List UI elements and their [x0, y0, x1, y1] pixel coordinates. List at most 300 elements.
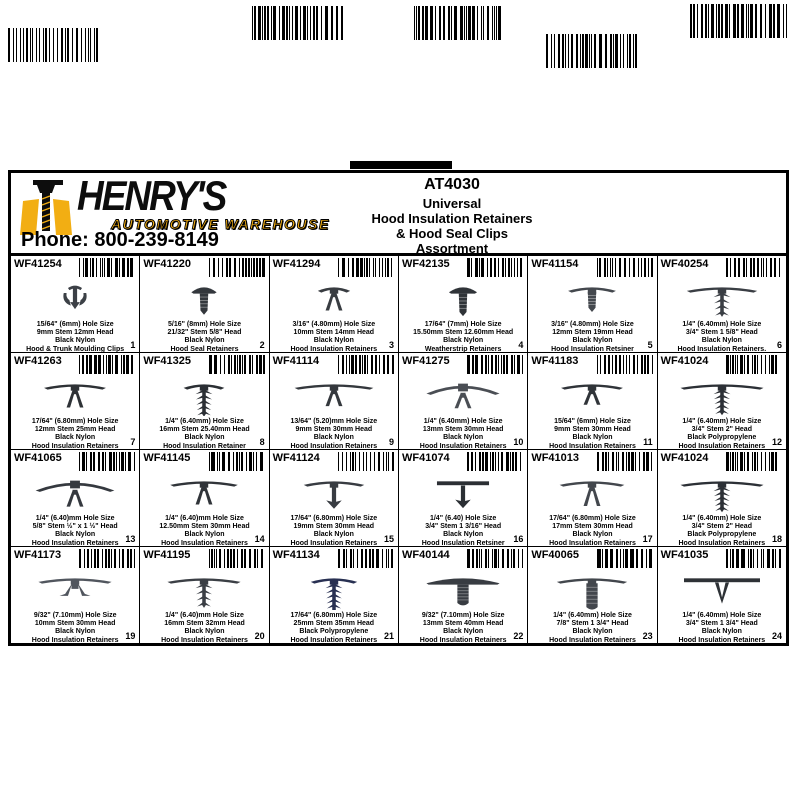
cell-number: 20 — [254, 631, 265, 641]
cell-number: 18 — [771, 534, 782, 544]
assortment-board — [8, 170, 789, 646]
description-line: Hood Insulation Retainers — [419, 636, 507, 643]
clip-icon — [12, 281, 138, 319]
board-header — [11, 173, 786, 256]
clip-icon — [141, 378, 267, 416]
cell-top-row — [658, 353, 786, 377]
product-description — [140, 320, 268, 352]
assortment-title — [307, 176, 597, 256]
description-line: Black Nylon — [701, 337, 742, 345]
barcode — [597, 452, 654, 471]
title-line-3: & Hood Seal Clips — [396, 226, 508, 241]
clip-icon — [529, 475, 655, 513]
product-description — [658, 514, 786, 546]
description-line: Black Nylon — [443, 628, 484, 636]
description-line: 12.50mm Stem 30mm Head — [159, 523, 250, 531]
description-line: 1/4" (6.40mm) Hole Size — [682, 418, 762, 425]
barcode — [79, 549, 136, 568]
part-number: WF41035 — [660, 549, 709, 561]
clip-photo — [658, 280, 786, 320]
part-number: WF41114 — [272, 355, 320, 367]
product-description — [658, 611, 786, 643]
cell-top-row — [11, 547, 139, 571]
description-line: Hood Insulation Retsiner — [421, 539, 505, 546]
clip-photo — [140, 571, 268, 611]
product-cell — [528, 547, 656, 643]
product-description — [270, 320, 398, 352]
cell-number: 11 — [643, 437, 653, 447]
barcode — [79, 452, 136, 471]
cell-number: 14 — [254, 534, 265, 544]
cell-top-row — [140, 256, 268, 280]
description-line: 16mm Stem 32mm Head — [164, 620, 245, 628]
barcode — [597, 549, 654, 568]
clip-photo — [399, 377, 527, 417]
description-line: Hood Insulation Retainers — [549, 442, 636, 449]
cell-number: 2 — [259, 340, 265, 350]
description-line: 3/16" (4.80mm) Hole Size — [551, 321, 634, 328]
clip-photo — [399, 280, 527, 320]
description-line: 1/4" (6.40)mm Hole Size — [165, 515, 244, 522]
clip-icon — [529, 378, 655, 416]
product-description — [270, 417, 398, 449]
description-line: Black Nylon — [55, 434, 96, 442]
clip-photo — [528, 571, 656, 611]
cell-top-row — [270, 547, 398, 571]
barcode-sticker — [8, 28, 100, 62]
description-line: 17/64" (6.80mm) Hole Size — [290, 515, 378, 522]
cell-top-row — [658, 547, 786, 571]
barcode — [726, 549, 783, 568]
product-cell — [11, 256, 139, 352]
cell-top-row — [270, 353, 398, 377]
description-line: Black Nylon — [55, 628, 96, 636]
product-description — [528, 611, 656, 643]
part-number: WF41263 — [14, 355, 62, 367]
clip-photo — [11, 474, 139, 514]
description-line: 10mm Stem 30mm Head — [34, 620, 116, 628]
barcode — [726, 258, 783, 277]
cell-number: 19 — [125, 631, 136, 641]
description-line: Hood Insulation Retainers — [678, 636, 766, 643]
description-line: Hood Insulation Retainers — [290, 345, 378, 352]
cell-top-row — [399, 547, 527, 571]
description-line: 9/32" (7.10mm) Hole Size — [33, 612, 117, 619]
product-cell — [658, 353, 786, 449]
description-line: Hood Insulation Retainers — [31, 636, 119, 643]
cell-top-row — [528, 353, 656, 377]
product-description — [11, 417, 139, 449]
description-line: Hood Insulation Retsiner — [551, 345, 634, 352]
description-line: Hood Insulation Retainers — [290, 539, 378, 546]
product-cell — [11, 450, 139, 546]
product-description — [270, 611, 398, 643]
description-line: Black Nylon — [55, 337, 96, 345]
product-description — [270, 514, 398, 546]
description-line: 1/4" (6.40mm) Hole Size — [553, 612, 632, 619]
description-line: 17/64" (6.80mm) Hole Size — [31, 418, 119, 425]
product-description — [399, 417, 527, 449]
description-line: Black Nylon — [184, 531, 225, 539]
product-description — [11, 611, 139, 643]
cell-number: 12 — [771, 437, 782, 447]
clip-photo — [399, 571, 527, 611]
clip-icon — [141, 572, 267, 610]
clip-icon — [529, 572, 655, 610]
part-number: WF41124 — [272, 452, 320, 464]
clip-photo — [140, 474, 268, 514]
barcode — [209, 355, 266, 374]
cell-top-row — [399, 450, 527, 474]
cell-number: 13 — [125, 534, 136, 544]
cell-number: 7 — [130, 437, 136, 447]
cell-top-row — [270, 450, 398, 474]
cell-number: 10 — [513, 437, 524, 447]
clip-photo — [658, 571, 786, 611]
product-description — [11, 514, 139, 546]
product-cell — [528, 256, 656, 352]
part-number: WF40254 — [660, 258, 709, 270]
clip-icon — [141, 281, 267, 319]
description-line: Black Nylon — [701, 628, 742, 636]
description-line: Weatherstrip Retainers — [424, 345, 502, 352]
cell-top-row — [528, 256, 656, 280]
product-description — [658, 320, 786, 352]
description-line: 15/64" (6mm) Hole Size — [554, 418, 631, 425]
description-line: 21/32" Stem 5/8" Head — [167, 329, 242, 337]
description-line: Hood & Trunk Moulding Clips — [26, 345, 125, 352]
barcode — [338, 258, 395, 277]
clip-photo — [140, 377, 268, 417]
product-description — [528, 514, 656, 546]
part-number: WF41294 — [272, 258, 321, 270]
barcode — [467, 258, 524, 277]
barcode-fragment — [350, 161, 452, 169]
product-description — [140, 514, 268, 546]
description-line: 5/16" (8mm) Hole Size — [168, 321, 241, 328]
description-line: 1/4" (6.40mm) Hole Size — [423, 418, 503, 425]
description-line: Black Nylon — [572, 531, 613, 539]
clip-icon — [659, 378, 785, 416]
description-line: 17/64" (6.80mm) Hole Size — [290, 612, 378, 619]
cell-top-row — [270, 256, 398, 280]
description-line: Black Nylon — [313, 337, 354, 345]
clip-photo — [270, 571, 398, 611]
barcode — [726, 452, 783, 471]
title-line-1: Universal — [422, 196, 482, 211]
part-number: WF41024 — [660, 355, 709, 367]
description-line: 17mm Stem 30mm Head — [552, 523, 633, 531]
clip-icon — [12, 378, 138, 416]
description-line: 12mm Stem 25mm Head — [34, 426, 116, 434]
description-line: 9mm Stem 30mm Head — [554, 426, 631, 434]
product-cell — [528, 450, 656, 546]
clip-icon — [12, 475, 138, 513]
cell-top-row — [658, 256, 786, 280]
clip-icon — [659, 572, 785, 610]
description-line: 1/4" (6.40mm) Hole Size — [682, 321, 762, 328]
cell-top-row — [11, 256, 139, 280]
part-number: WF41074 — [401, 452, 450, 464]
product-cell — [140, 256, 268, 352]
title-line-2: Hood Insulation Retainers — [371, 211, 533, 226]
description-line: 12mm Stem 19mm Head — [552, 329, 633, 337]
description-line: Hood Insulation Retainers — [31, 539, 119, 546]
product-cell — [270, 353, 398, 449]
cell-number: 23 — [642, 631, 653, 641]
part-number: WF40065 — [531, 549, 580, 561]
description-line: Hood Insulation Retainer — [163, 442, 246, 449]
product-description — [658, 417, 786, 449]
product-cell — [399, 256, 527, 352]
clip-icon — [271, 572, 397, 610]
clip-photo — [658, 474, 786, 514]
cell-top-row — [528, 547, 656, 571]
clip-photo — [658, 377, 786, 417]
barcode — [209, 549, 266, 568]
clip-photo — [399, 474, 527, 514]
part-number: WF41154 — [531, 258, 579, 270]
product-description — [140, 417, 268, 449]
clip-icon — [271, 475, 397, 513]
description-line: Black Polypropylene — [687, 531, 757, 539]
cell-top-row — [528, 450, 656, 474]
description-line: Black Polypropylene — [299, 628, 369, 636]
part-number: WF41173 — [14, 549, 62, 561]
product-description — [140, 611, 268, 643]
description-line: 25mm Stem 35mm Head — [293, 620, 375, 628]
description-line: 19mm Stem 30mm Head — [293, 523, 375, 531]
barcode — [79, 258, 136, 277]
description-line: Black Nylon — [184, 337, 225, 345]
barcode — [467, 549, 524, 568]
cell-number: 5 — [647, 340, 653, 350]
description-line: 9mm Stem 30mm Head — [295, 426, 373, 434]
description-line: Black Nylon — [184, 628, 225, 636]
part-number: WF41183 — [531, 355, 579, 367]
part-number: WF41134 — [272, 549, 320, 561]
description-line: Hood Insulation Retainers — [678, 539, 766, 546]
part-number: WF41325 — [143, 355, 192, 367]
description-line: Black Nylon — [572, 434, 613, 442]
description-line: Hood Insulation Retainers — [31, 442, 119, 449]
clip-icon — [400, 378, 526, 416]
product-cell — [140, 547, 268, 643]
cell-top-row — [399, 256, 527, 280]
description-line: 1/4" (6.40mm) Hole Size — [165, 418, 244, 425]
cell-number: 3 — [388, 340, 394, 350]
cell-number: 4 — [518, 340, 524, 350]
cell-top-row — [11, 353, 139, 377]
barcode-sticker — [546, 34, 638, 68]
barcode — [467, 355, 524, 374]
description-line: 13mm Stem 30mm Head — [422, 426, 504, 434]
product-cell — [658, 450, 786, 546]
part-number: WF42135 — [401, 258, 450, 270]
clip-photo — [11, 280, 139, 320]
part-number: WF41024 — [660, 452, 709, 464]
barcode-sticker — [252, 6, 344, 40]
cell-number: 16 — [513, 534, 524, 544]
description-line: 3/16" (4.80mm) Hole Size — [292, 321, 376, 328]
description-line: 15/64" (6mm) Hole Size — [36, 321, 114, 328]
cell-number: 9 — [388, 437, 394, 447]
part-number: WF41065 — [14, 452, 62, 464]
description-line: Black Nylon — [184, 434, 225, 442]
barcode — [467, 452, 524, 471]
description-line: Black Nylon — [313, 531, 354, 539]
barcode — [209, 258, 266, 277]
product-description — [11, 320, 139, 352]
cell-number: 21 — [383, 631, 394, 641]
clip-photo — [528, 377, 656, 417]
compartment-grid — [11, 256, 786, 643]
description-line: Hood Insulation Retainers — [678, 442, 766, 449]
description-line: 10mm Stem 14mm Head — [293, 329, 375, 337]
clip-photo — [528, 280, 656, 320]
barcode — [338, 452, 395, 471]
description-line: Hood Insulation Retainers — [419, 442, 507, 449]
clip-icon — [659, 475, 785, 513]
clip-icon — [400, 475, 526, 513]
product-cell — [11, 353, 139, 449]
part-number: WF41013 — [531, 452, 580, 464]
barcode-sticker — [690, 4, 788, 38]
cell-number: 1 — [130, 340, 136, 350]
cell-top-row — [399, 353, 527, 377]
product-description — [399, 320, 527, 352]
product-description — [399, 514, 527, 546]
product-cell — [399, 547, 527, 643]
description-line: 15.50mm Stem 12.60mm Head — [413, 329, 514, 337]
description-line: Hood Insulation Retainers. — [677, 345, 767, 352]
description-line: 1/4" (6.40mm) Hole Size — [682, 612, 762, 619]
part-number: WF41195 — [143, 549, 191, 561]
brand-tagline: AUTOMOTIVE WAREHOUSE — [111, 216, 330, 232]
barcode — [338, 355, 395, 374]
description-line: Hood Insulation Retainers — [549, 636, 636, 643]
product-cell — [140, 450, 268, 546]
description-line: Black Polypropylene — [687, 434, 757, 442]
description-line: 3/4" Stem 1 5/8" Head — [685, 329, 758, 337]
product-description — [399, 611, 527, 643]
description-line: 7/8" Stem 1 3/4" Head — [556, 620, 629, 628]
part-number: WF41275 — [401, 355, 450, 367]
description-line: Black Nylon — [313, 434, 354, 442]
description-line: Black Nylon — [572, 628, 613, 636]
cell-number: 22 — [513, 631, 524, 641]
description-line: 1/4" (6.40mm) Hole Size — [682, 515, 762, 522]
clip-icon — [141, 475, 267, 513]
clip-icon — [400, 281, 526, 319]
barcode — [597, 355, 654, 374]
description-line: Black Nylon — [443, 531, 484, 539]
clip-photo — [270, 280, 398, 320]
barcode — [726, 355, 783, 374]
description-line: 9mm Stem 12mm Head — [36, 329, 114, 337]
description-line: 1/4" (6.40)mm Hole Size — [165, 612, 244, 619]
brand-name: HENRY'S — [77, 173, 226, 219]
cell-number: 17 — [642, 534, 653, 544]
product-cell — [399, 450, 527, 546]
description-line: Hood Insulation Retainers — [290, 442, 378, 449]
description-line: 13mm Stem 40mm Head — [422, 620, 504, 628]
description-line: Black Nylon — [443, 434, 484, 442]
phone-number: Phone: 800-239-8149 — [21, 229, 219, 251]
description-line: 17/64" (6.80mm) Hole Size — [549, 515, 636, 522]
description-line: Hood Insulation Retainers — [161, 636, 248, 643]
description-line: 9/32" (7.10mm) Hole Size — [421, 612, 505, 619]
clip-photo — [11, 377, 139, 417]
description-line: Hood Insulation Retainers — [161, 539, 248, 546]
cell-number: 6 — [776, 340, 782, 350]
clip-icon — [271, 378, 397, 416]
cell-top-row — [658, 450, 786, 474]
clip-photo — [11, 571, 139, 611]
description-line: Black Nylon — [443, 337, 484, 345]
description-line: 1/4" (6.40)mm Hole Size — [35, 515, 115, 522]
product-cell — [270, 547, 398, 643]
part-number: WF41254 — [14, 258, 62, 270]
clip-photo — [140, 280, 268, 320]
cell-number: 24 — [771, 631, 782, 641]
product-description — [528, 417, 656, 449]
cell-number: 8 — [259, 437, 265, 447]
part-number: WF41145 — [143, 452, 191, 464]
barcode — [597, 258, 654, 277]
description-line: 1/4" (6.40) Hole Size — [429, 515, 497, 522]
product-cell — [270, 256, 398, 352]
clip-icon — [400, 572, 526, 610]
description-line: 3/4" Stem 2" Head — [691, 523, 752, 531]
clip-icon — [12, 572, 138, 610]
description-line: 3/4" Stem 1 3/4" Head — [685, 620, 758, 628]
product-cell — [528, 353, 656, 449]
product-cell — [11, 547, 139, 643]
clip-icon — [529, 281, 655, 319]
part-number: WF41220 — [143, 258, 192, 270]
clip-icon — [659, 281, 785, 319]
product-cell — [399, 353, 527, 449]
description-line: 3/4" Stem 1 3/16" Head — [425, 523, 502, 531]
description-line: Black Nylon — [572, 337, 613, 345]
barcode — [209, 452, 266, 471]
product-cell — [658, 547, 786, 643]
product-cell — [140, 353, 268, 449]
clip-photo — [528, 474, 656, 514]
description-line: Hood Seal Retainers — [170, 345, 239, 352]
clip-icon — [271, 281, 397, 319]
product-cell — [658, 256, 786, 352]
description-line: 13/64" (5.20)mm Hole Size — [290, 418, 378, 425]
description-line: 3/4" Stem 2" Head — [691, 426, 752, 434]
description-line: Hood Insulation Retainers — [549, 539, 636, 546]
description-line: 5/8" Stem ½" x 1 ½" Head — [32, 523, 118, 531]
description-line: Black Nylon — [55, 531, 96, 539]
cell-top-row — [140, 353, 268, 377]
cell-number: 15 — [383, 534, 394, 544]
product-description — [528, 320, 656, 352]
description-line: 17/64" (7mm) Hole Size — [424, 321, 502, 328]
title-line-4: Assortment — [415, 241, 489, 256]
assortment-number: AT4030 — [424, 176, 480, 193]
barcode — [79, 355, 136, 374]
part-number: WF40144 — [401, 549, 450, 561]
cell-top-row — [140, 547, 268, 571]
barcode — [338, 549, 395, 568]
description-line: Hood Insulation Retainers — [290, 636, 378, 643]
clip-photo — [270, 474, 398, 514]
